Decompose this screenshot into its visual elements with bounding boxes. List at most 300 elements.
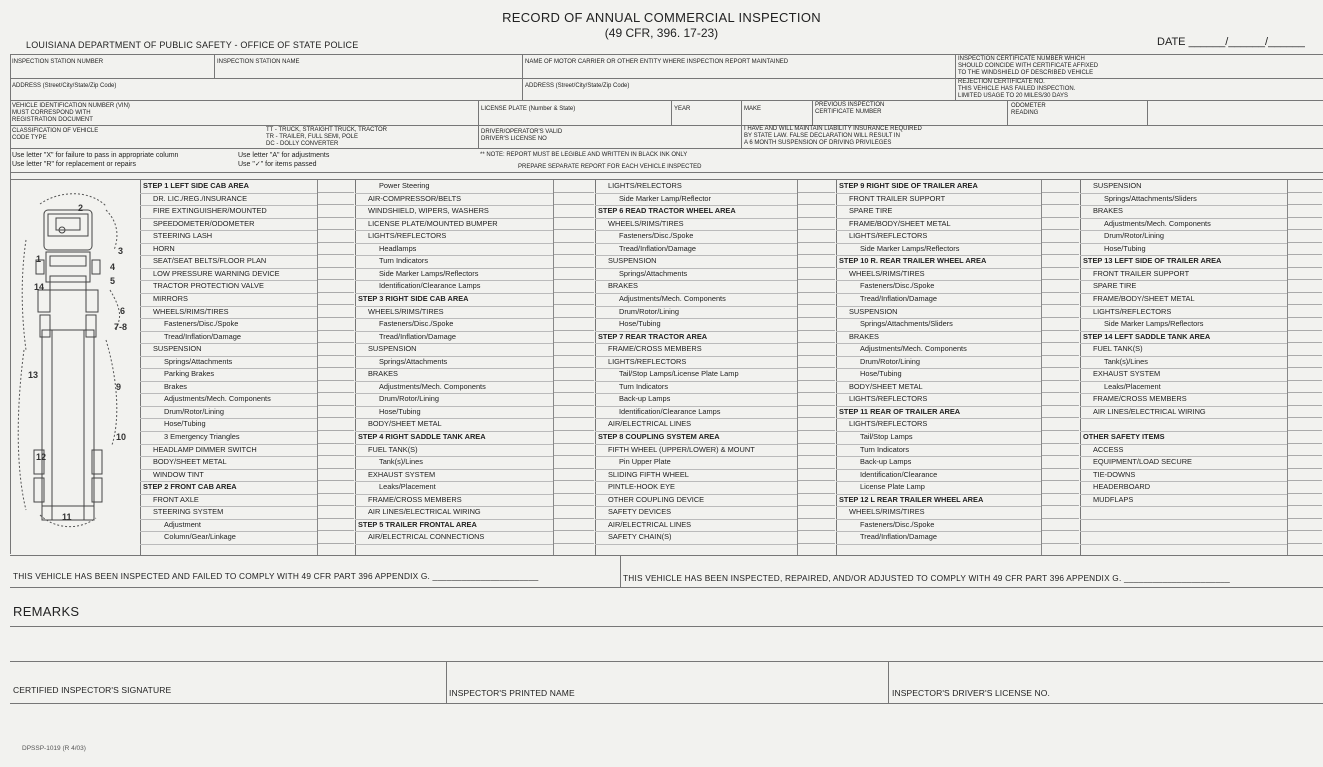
checklist-item: STEERING LASH xyxy=(153,231,213,241)
check-cell[interactable] xyxy=(1288,318,1322,331)
check-cell[interactable] xyxy=(1042,418,1079,431)
check-cell[interactable] xyxy=(798,519,835,532)
check-cell[interactable] xyxy=(554,531,594,544)
checklist-item: AIR LINES/ELECTRICAL WIRING xyxy=(368,507,481,517)
check-cell[interactable] xyxy=(318,218,354,231)
check-cell[interactable] xyxy=(1288,381,1322,394)
checklist-step-heading: STEP 13 LEFT SIDE OF TRAILER AREA xyxy=(1083,256,1222,266)
inspector-signature-field[interactable]: CERTIFIED INSPECTOR'S SIGNATURE xyxy=(13,685,172,695)
checklist-item: SPARE TIRE xyxy=(849,206,893,216)
check-cell[interactable] xyxy=(318,193,354,206)
checklist-item: Parking Brakes xyxy=(164,369,215,379)
checklist-item: FRONT AXLE xyxy=(153,494,199,504)
check-cell[interactable] xyxy=(1042,205,1079,218)
check-cell[interactable] xyxy=(554,280,594,293)
check-cell[interactable] xyxy=(1042,218,1079,231)
checklist-item: WHEELS/RIMS/TIRES xyxy=(849,268,925,278)
checklist-step-heading: STEP 5 TRAILER FRONTAL AREA xyxy=(358,519,477,529)
checklist-step-heading: STEP 2 FRONT CAB AREA xyxy=(143,482,237,492)
checklist-item: Springs/Attachments/Sliders xyxy=(1104,193,1197,203)
checklist-item: Springs/Attachments/Sliders xyxy=(860,319,953,329)
check-cell[interactable] xyxy=(554,230,594,243)
check-cell[interactable] xyxy=(1288,406,1322,419)
previous-certificate-label[interactable]: PREVIOUS INSPECTION CERTIFICATE NUMBER xyxy=(815,102,885,115)
check-cell[interactable] xyxy=(798,306,835,319)
form-title: RECORD OF ANNUAL COMMERCIAL INSPECTION xyxy=(502,10,821,25)
check-cell[interactable] xyxy=(798,230,835,243)
checklist-item: WINDSHIELD, WIPERS, WASHERS xyxy=(368,206,489,216)
check-cell[interactable] xyxy=(798,368,835,381)
check-cell[interactable] xyxy=(318,456,354,469)
check-cell[interactable] xyxy=(318,481,354,494)
tractor-trailer-diagram xyxy=(10,180,140,555)
check-cell[interactable] xyxy=(554,243,594,256)
checklist-item: Hose/Tubing xyxy=(619,319,661,329)
year-label[interactable]: YEAR xyxy=(674,106,691,112)
check-cell[interactable] xyxy=(554,180,594,193)
address-left-label[interactable]: ADDRESS (Street/City/State/Zip Code) xyxy=(12,83,117,89)
diagram-label-1: 1 xyxy=(36,254,42,264)
checklist-item: Adjustments/Mech. Components xyxy=(164,394,271,404)
check-cell[interactable] xyxy=(798,218,835,231)
checklist-item: Adjustments/Mech. Components xyxy=(619,293,726,303)
checklist-item: Turn Indicators xyxy=(860,444,910,454)
check-cell[interactable] xyxy=(318,230,354,243)
row-rule xyxy=(355,544,553,545)
check-cell[interactable] xyxy=(798,180,835,193)
checklist-step-heading: STEP 10 R. REAR TRAILER WHEEL AREA xyxy=(839,256,987,266)
checklist-item: LIGHTS/RELECTORS xyxy=(608,181,682,190)
check-cell[interactable] xyxy=(1288,243,1322,256)
diagram-label-9: 9 xyxy=(116,382,122,392)
check-cell[interactable] xyxy=(1288,481,1322,494)
station-name-label[interactable]: INSPECTION STATION NAME xyxy=(217,59,300,65)
checklist-item: FRAME/CROSS MEMBERS xyxy=(608,344,702,354)
checklist-item: FRAME/CROSS MEMBERS xyxy=(1093,394,1187,404)
check-cell[interactable] xyxy=(554,506,594,519)
check-cell[interactable] xyxy=(318,280,354,293)
check-cell[interactable] xyxy=(554,218,594,231)
checklist-item: Tread/Inflation/Damage xyxy=(379,331,456,341)
check-cell[interactable] xyxy=(318,268,354,281)
check-cell[interactable] xyxy=(798,193,835,206)
check-cell[interactable] xyxy=(554,481,594,494)
check-cell[interactable] xyxy=(1042,531,1079,544)
diagram-label-14: 14 xyxy=(34,282,45,292)
check-cell[interactable] xyxy=(1042,243,1079,256)
checklist-item: AIR/ELECTRICAL CONNECTIONS xyxy=(368,532,485,542)
driver-license-label[interactable]: DRIVER/OPERATOR'S VALID DRIVER'S LICENSE NO xyxy=(481,129,563,142)
check-cell[interactable] xyxy=(554,306,594,319)
checklist-item: Tail/Stop Lamps xyxy=(860,432,913,441)
check-cell[interactable] xyxy=(1288,268,1322,281)
check-cell[interactable] xyxy=(1042,356,1079,369)
check-cell[interactable] xyxy=(1288,456,1322,469)
diagram-label-5: 5 xyxy=(110,276,116,286)
checklist-item: WHEELS/RIMS/TIRES xyxy=(608,218,684,228)
checklist-item: BRAKES xyxy=(368,369,398,379)
checklist-item: HEADLAMP DIMMER SWITCH xyxy=(153,444,257,454)
check-cell[interactable] xyxy=(1288,306,1322,319)
checklist-item: SLIDING FIFTH WHEEL xyxy=(608,469,689,479)
checklist-item: Pin Upper Plate xyxy=(619,457,671,467)
checklist-item: Drum/Rotor/Lining xyxy=(619,306,679,316)
check-cell[interactable] xyxy=(1288,431,1322,444)
certificate-number-label[interactable]: INSPECTION CERTIFICATE NUMBER WHICH SHOULD COINCIDE WITH CERTIFICATE AFFIXED TO THE WINDSHIELD OF DESCRIBED VEHICLE xyxy=(958,56,1099,76)
checklist-item: OTHER COUPLING DEVICE xyxy=(608,494,705,504)
check-cell[interactable] xyxy=(798,280,835,293)
checklist-item: Adjustments/Mech. Components xyxy=(1104,218,1211,228)
checklist-item: Fasteners/Disc./Spoke xyxy=(379,319,454,329)
checklist-item: SAFETY DEVICES xyxy=(608,507,672,517)
check-cell[interactable] xyxy=(318,381,354,394)
check-cell[interactable] xyxy=(318,293,354,306)
check-cell[interactable] xyxy=(1288,205,1322,218)
check-cell[interactable] xyxy=(1288,444,1322,457)
check-cell[interactable] xyxy=(554,318,594,331)
checklist-item: STEERING SYSTEM xyxy=(153,507,224,517)
checklist-item: Drum/Rotor/Lining xyxy=(860,356,920,366)
check-cell[interactable] xyxy=(1288,418,1322,431)
checklist-step-heading: STEP 9 RIGHT SIDE OF TRAILER AREA xyxy=(839,181,978,190)
checklist-item: SUSPENSION xyxy=(153,344,202,354)
checklist-item: FRONT TRAILER SUPPORT xyxy=(1093,268,1190,278)
checklist-item: Fasteners/Disc./Spoke xyxy=(860,281,935,291)
check-cell[interactable] xyxy=(554,406,594,419)
checklist-item: LOW PRESSURE WARNING DEVICE xyxy=(153,268,280,278)
check-cell[interactable] xyxy=(318,243,354,256)
check-cell[interactable] xyxy=(318,406,354,419)
check-cell[interactable] xyxy=(798,406,835,419)
checklist-item: WHEELS/RIMS/TIRES xyxy=(153,306,229,316)
checklist-item: AIR/ELECTRICAL LINES xyxy=(608,519,692,529)
check-cell[interactable] xyxy=(798,444,835,457)
check-cell[interactable] xyxy=(554,431,594,444)
check-cell[interactable] xyxy=(798,393,835,406)
motor-carrier-label[interactable]: NAME OF MOTOR CARRIER OR OTHER ENTITY WHERE INSPECTION REPORT MAINTAINED xyxy=(525,59,789,65)
checklist-item: FRAME/BODY/SHEET METAL xyxy=(1093,293,1195,303)
row-rule xyxy=(140,544,317,545)
odometer-label[interactable]: ODOMETER READING xyxy=(1011,103,1046,116)
checklist-item: LIGHTS/REFLECTORS xyxy=(849,394,928,404)
checklist-item: Turn Indicators xyxy=(379,256,429,266)
checklist-item: FUEL TANK(S) xyxy=(1093,344,1143,354)
check-cell[interactable] xyxy=(554,519,594,532)
checklist-item: Springs/Attachments xyxy=(379,356,448,366)
check-cell[interactable] xyxy=(318,205,354,218)
checklist-item: Drum/Rotor/Lining xyxy=(379,394,439,404)
check-cell[interactable] xyxy=(554,381,594,394)
checklist-item: FIFTH WHEEL (UPPER/LOWER) & MOUNT xyxy=(608,444,755,454)
checklist-item: Springs/Attachments xyxy=(164,356,233,366)
check-cell[interactable] xyxy=(1042,318,1079,331)
check-cell[interactable] xyxy=(1042,456,1079,469)
checklist-step-heading: OTHER SAFETY ITEMS xyxy=(1083,432,1165,441)
check-cell[interactable] xyxy=(318,506,354,519)
checklist-item: Column/Gear/Linkage xyxy=(164,532,236,542)
check-cell[interactable] xyxy=(1042,331,1079,344)
checklist-item: Adjustments/Mech. Components xyxy=(860,344,967,354)
check-cell[interactable] xyxy=(1288,193,1322,206)
check-cell[interactable] xyxy=(318,431,354,444)
check-cell[interactable] xyxy=(318,418,354,431)
check-cell[interactable] xyxy=(1288,343,1322,356)
checklist-item: EXHAUST SYSTEM xyxy=(368,469,436,479)
checklist-item: Hose/Tubing xyxy=(1104,243,1146,253)
check-cell[interactable] xyxy=(1288,506,1322,519)
instructions-left: Use letter "X" for failure to pass in appropriate column Use letter "R" for replacement or repairs xyxy=(12,152,179,168)
classification-label[interactable]: CLASSIFICATION OF VEHICLE CODE TYPE xyxy=(12,128,99,141)
checklist-item: PINTLE-HOOK EYE xyxy=(608,482,675,492)
check-cell[interactable] xyxy=(1288,368,1322,381)
check-cell[interactable] xyxy=(798,293,835,306)
check-cell[interactable] xyxy=(798,343,835,356)
check-cell[interactable] xyxy=(318,343,354,356)
address-right-label[interactable]: ADDRESS (Street/City/State/Zip Code) xyxy=(525,83,630,89)
checklist-item: HEADERBOARD xyxy=(1093,482,1151,492)
check-cell[interactable] xyxy=(1288,494,1322,507)
check-cell[interactable] xyxy=(1288,230,1322,243)
checklist-item: ACCESS xyxy=(1093,444,1124,454)
checklist-item: EXHAUST SYSTEM xyxy=(1093,369,1161,379)
check-cell[interactable] xyxy=(554,293,594,306)
remarks-field[interactable] xyxy=(10,627,1323,661)
check-cell[interactable] xyxy=(318,255,354,268)
check-cell[interactable] xyxy=(798,268,835,281)
check-cell[interactable] xyxy=(1042,444,1079,457)
checklist-item: Springs/Attachments xyxy=(619,268,688,278)
checklist-item: Tread/Inflation/Damage xyxy=(619,243,696,253)
instructions-note: ** NOTE: REPORT MUST BE LEGIBLE AND WRITTEN IN BLACK INK ONLY xyxy=(480,152,688,158)
checklist-item: SPEEDOMETER/ODOMETER xyxy=(153,218,255,228)
check-cell[interactable] xyxy=(1042,494,1079,507)
checklist-item: Power Steering xyxy=(379,181,430,190)
checklist-item: Drum/Rotor/Lining xyxy=(164,406,224,416)
check-cell[interactable] xyxy=(554,456,594,469)
row-rule xyxy=(1080,531,1287,532)
row-rule xyxy=(1080,506,1287,507)
checklist-item: MUDFLAPS xyxy=(1093,494,1134,504)
check-cell[interactable] xyxy=(1042,431,1079,444)
checklist-item: Adjustments/Mech. Components xyxy=(379,381,486,391)
inspector-license-field[interactable]: INSPECTOR'S DRIVER'S LICENSE NO. xyxy=(892,688,1050,698)
check-cell[interactable] xyxy=(1042,343,1079,356)
checklist-item: Side Marker Lamps/Reflectors xyxy=(860,243,960,253)
check-cell[interactable] xyxy=(1042,481,1079,494)
check-cell[interactable] xyxy=(554,205,594,218)
instructions-mid: Use letter "A" for adjustments Use "✓" for items passed xyxy=(238,152,330,168)
checklist-item: HORN xyxy=(153,243,175,253)
checklist-item: Tank(s)/Lines xyxy=(379,457,423,467)
check-cell[interactable] xyxy=(1042,268,1079,281)
check-cell[interactable] xyxy=(798,356,835,369)
check-cell[interactable] xyxy=(318,356,354,369)
check-cell[interactable] xyxy=(554,268,594,281)
checklist-item: FRAME/CROSS MEMBERS xyxy=(368,494,462,504)
checklist-item: FIRE EXTINGUISHER/MOUNTED xyxy=(153,206,267,216)
check-cell[interactable] xyxy=(1288,180,1322,193)
passed-statement[interactable]: THIS VEHICLE HAS BEEN INSPECTED, REPAIRED, AND/OR ADJUSTED TO COMPLY WITH 49 CFR PART 396 APPENDIX G. ______________________ xyxy=(623,573,1230,583)
checklist-item: Turn Indicators xyxy=(619,381,669,391)
checklist-item: Fasteners/Disc./Spoke xyxy=(164,319,239,329)
checklist-item: AIR LINES/ELECTRICAL WIRING xyxy=(1093,406,1206,416)
check-cell[interactable] xyxy=(798,331,835,344)
check-cell[interactable] xyxy=(318,531,354,544)
check-cell[interactable] xyxy=(318,494,354,507)
checklist-step-heading: STEP 3 RIGHT SIDE CAB AREA xyxy=(358,293,469,303)
check-cell[interactable] xyxy=(798,255,835,268)
failed-statement[interactable]: THIS VEHICLE HAS BEEN INSPECTED AND FAILED TO COMPLY WITH 49 CFR PART 396 APPENDIX G. ______________________ xyxy=(13,571,539,581)
check-cell[interactable] xyxy=(1042,506,1079,519)
check-cell[interactable] xyxy=(1288,293,1322,306)
check-cell[interactable] xyxy=(798,318,835,331)
diagram-label-7-8: 7-8 xyxy=(114,322,128,332)
vin-label[interactable]: VEHICLE IDENTIFICATION NUMBER (VIN) MUST CORRESPOND WITH REGISTRATION DOCUMENT xyxy=(12,103,130,123)
checklist-item: LICENSE PLATE/MOUNTED BUMPER xyxy=(368,218,498,228)
check-cell[interactable] xyxy=(798,506,835,519)
check-cell[interactable] xyxy=(318,318,354,331)
checklist-step-heading: STEP 7 REAR TRACTOR AREA xyxy=(598,331,708,341)
checklist-item: Tread/Inflation/Damage xyxy=(164,331,241,341)
check-cell[interactable] xyxy=(554,469,594,482)
check-cell[interactable] xyxy=(1042,368,1079,381)
check-cell[interactable] xyxy=(798,243,835,256)
checklist-item: Adjustment xyxy=(164,519,201,529)
inspector-printed-name-field[interactable]: INSPECTOR'S PRINTED NAME xyxy=(449,688,575,698)
check-cell[interactable] xyxy=(554,255,594,268)
checklist-item: SUSPENSION xyxy=(1093,181,1142,190)
check-cell[interactable] xyxy=(1042,230,1079,243)
checklist-step-heading: STEP 12 L REAR TRAILER WHEEL AREA xyxy=(839,494,984,504)
check-cell[interactable] xyxy=(798,531,835,544)
row-rule xyxy=(1080,544,1287,545)
checklist-step-heading: STEP 6 READ TRACTOR WHEEL AREA xyxy=(598,206,736,216)
checklist-item: SAFETY CHAIN(S) xyxy=(608,532,672,542)
diagram-label-10: 10 xyxy=(116,432,127,442)
checklist-item: Back-up Lamps xyxy=(619,394,671,404)
check-cell[interactable] xyxy=(1288,519,1322,532)
license-plate-label[interactable]: LICENSE PLATE (Number & State) xyxy=(481,106,576,112)
checklist-item: AIR/ELECTRICAL LINES xyxy=(608,419,692,429)
checklist-item: TRACTOR PROTECTION VALVE xyxy=(153,281,264,291)
check-cell[interactable] xyxy=(554,356,594,369)
check-cell[interactable] xyxy=(318,444,354,457)
checklist-step-heading: STEP 4 RIGHT SADDLE TANK AREA xyxy=(358,432,486,441)
check-cell[interactable] xyxy=(318,519,354,532)
checklist-item: BODY/SHEET METAL xyxy=(849,381,923,391)
make-label[interactable]: MAKE xyxy=(744,106,762,112)
check-cell[interactable] xyxy=(1288,469,1322,482)
checklist-step-heading: STEP 8 COUPLING SYSTEM AREA xyxy=(598,432,720,441)
check-cell[interactable] xyxy=(798,469,835,482)
check-cell[interactable] xyxy=(318,393,354,406)
check-cell[interactable] xyxy=(1042,255,1079,268)
checklist-item: Drum/Rotor/Lining xyxy=(1104,231,1164,241)
checklist-item: LIGHTS/REFLECTORS xyxy=(1093,306,1172,316)
check-cell[interactable] xyxy=(1042,280,1079,293)
checklist-item: BRAKES xyxy=(1093,206,1123,216)
check-cell[interactable] xyxy=(1288,356,1322,369)
check-cell[interactable] xyxy=(1288,331,1322,344)
checklist-item: BRAKES xyxy=(608,281,638,291)
check-cell[interactable] xyxy=(318,306,354,319)
check-cell[interactable] xyxy=(318,368,354,381)
check-cell[interactable] xyxy=(554,444,594,457)
check-cell[interactable] xyxy=(1288,531,1322,544)
check-cell[interactable] xyxy=(1042,519,1079,532)
checklist-step-heading: STEP 11 REAR OF TRAILER AREA xyxy=(839,406,961,416)
checklist-item: AIR-COMPRESSOR/BELTS xyxy=(368,193,462,203)
row-rule xyxy=(836,544,1041,545)
diagram-label-12: 12 xyxy=(36,452,47,462)
agency-name: LOUISIANA DEPARTMENT OF PUBLIC SAFETY - OFFICE OF STATE POLICE xyxy=(26,40,359,50)
check-cell[interactable] xyxy=(798,381,835,394)
check-cell[interactable] xyxy=(1288,218,1322,231)
check-cell[interactable] xyxy=(554,418,594,431)
checklist-item: Tread/Inflation/Damage xyxy=(860,293,937,303)
check-cell[interactable] xyxy=(1042,381,1079,394)
checklist-item: BODY/SHEET METAL xyxy=(368,419,442,429)
check-cell[interactable] xyxy=(1288,280,1322,293)
checklist-step-heading: STEP 14 LEFT SADDLE TANK AREA xyxy=(1083,331,1211,341)
check-cell[interactable] xyxy=(798,418,835,431)
check-cell[interactable] xyxy=(1042,393,1079,406)
check-cell[interactable] xyxy=(554,494,594,507)
checklist-item: Hose/Tubing xyxy=(860,369,902,379)
checklist-item: SEAT/SEAT BELTS/FLOOR PLAN xyxy=(153,256,267,266)
form-subtitle: (49 CFR, 396. 17-23) xyxy=(604,26,719,40)
diagram-label-13: 13 xyxy=(28,370,39,380)
check-cell[interactable] xyxy=(1042,469,1079,482)
check-cell[interactable] xyxy=(318,180,354,193)
check-cell[interactable] xyxy=(1288,393,1322,406)
row-rule xyxy=(1080,519,1287,520)
checklist-item: Tank(s)/Lines xyxy=(1104,356,1148,366)
check-cell[interactable] xyxy=(1042,406,1079,419)
rejection-certificate-label[interactable]: REJECTION CERTIFICATE NO. THIS VEHICLE HAS FAILED INSPECTION. LIMITED USAGE TO 20 MILES/30 DAYS xyxy=(958,79,1076,99)
check-cell[interactable] xyxy=(1042,306,1079,319)
station-number-label[interactable]: INSPECTION STATION NUMBER xyxy=(12,59,104,65)
check-cell[interactable] xyxy=(798,456,835,469)
check-cell[interactable] xyxy=(318,469,354,482)
check-cell[interactable] xyxy=(554,331,594,344)
check-cell[interactable] xyxy=(798,205,835,218)
check-cell[interactable] xyxy=(798,481,835,494)
check-cell[interactable] xyxy=(554,343,594,356)
remarks-label: REMARKS xyxy=(13,604,80,619)
check-cell[interactable] xyxy=(798,431,835,444)
row-rule xyxy=(1080,418,1287,419)
check-cell[interactable] xyxy=(554,368,594,381)
check-cell[interactable] xyxy=(1288,255,1322,268)
checklist-item: Side Marker Lamps/Reflectors xyxy=(1104,319,1204,329)
check-cell[interactable] xyxy=(798,494,835,507)
date-field[interactable]: DATE ______/______/______ xyxy=(1157,36,1305,48)
check-cell[interactable] xyxy=(1042,193,1079,206)
check-cell[interactable] xyxy=(1042,293,1079,306)
check-cell[interactable] xyxy=(554,393,594,406)
check-cell[interactable] xyxy=(1042,180,1079,193)
checklist-item: FUEL TANK(S) xyxy=(368,444,418,454)
checklist-item: Fasteners/Disc./Spoke xyxy=(619,231,694,241)
checklist-item: SUSPENSION xyxy=(849,306,898,316)
checklist-item: LIGHTS/REFLECTORS xyxy=(849,419,928,429)
checklist-item: Brakes xyxy=(164,381,188,391)
check-cell[interactable] xyxy=(318,331,354,344)
check-cell[interactable] xyxy=(554,193,594,206)
insurance-statement: I HAVE AND WILL MAINTAIN LIABILITY INSURANCE REQUIRED BY STATE LAW. FALSE DECLARATION WILL RESULT IN A 6 MONTH SUSPENSION OF DRIVING PRIVILEGES xyxy=(744,126,922,146)
checklist-item: Hose/Tubing xyxy=(379,406,421,416)
